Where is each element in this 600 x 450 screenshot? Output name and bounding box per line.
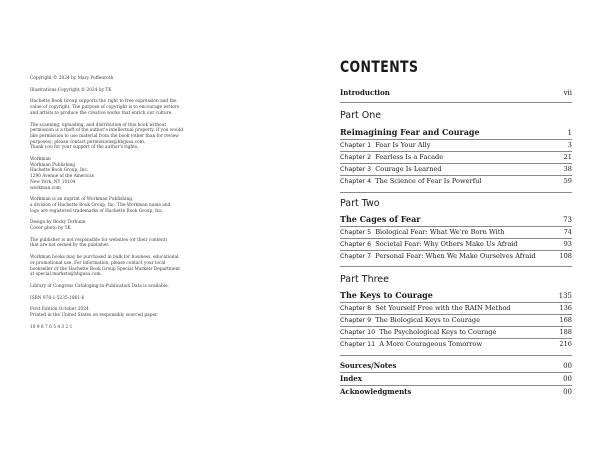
toc-page-number: 59 <box>563 177 572 185</box>
toc-part-one-title <box>340 127 572 137</box>
toc-chapter-title: The Psychological Keys to Courage <box>379 328 497 336</box>
toc-page-number: 74 <box>563 228 572 236</box>
toc-page-number: 00 <box>563 362 572 370</box>
edition-line: First Edition October 2024 Printed in the United States on responsibly sourced paper. <box>30 307 158 319</box>
part-one-label: Part One <box>340 110 382 121</box>
divider <box>340 302 572 303</box>
toc-chapter <box>340 240 572 250</box>
toc-sources-notes <box>340 361 572 371</box>
toc-chapter-number: Chapter 10 <box>340 329 376 336</box>
toc-chapter <box>340 328 572 338</box>
toc-index <box>340 374 572 384</box>
website-disclaimer: The publisher is not responsible for websites (or their content) that are not owned by the publisher. <box>30 237 168 249</box>
toc-chapter-number: Chapter 7 <box>340 253 372 260</box>
copyright-page <box>30 76 300 337</box>
toc-part-title: Reimagining Fear and Courage <box>340 127 480 137</box>
toc-entry-label: Acknowledgments <box>340 387 412 396</box>
divider <box>340 238 572 239</box>
isbn-line: ISBN 978-1-5235-1861-6 <box>30 295 85 301</box>
toc-page-number: 00 <box>563 375 572 383</box>
toc-chapter <box>340 153 572 163</box>
toc-page-number: 136 <box>559 304 572 312</box>
toc-page-number: 38 <box>563 165 572 173</box>
toc-chapter-title: Set Yourself Free with the RAIN Method <box>375 304 511 312</box>
divider <box>340 326 572 327</box>
toc-part-two-title <box>340 214 572 224</box>
toc-chapter <box>340 340 572 350</box>
part-three-label: Part Three <box>340 274 389 285</box>
publisher-address: Workman Workman Publishing Hachette Book Group, Inc. 1290 Avenue of the Americas New York, NY 10104 workman.com <box>30 157 94 191</box>
toc-page-number: 3 <box>567 141 572 149</box>
bulk-sales-paragraph: Workman books may be purchased in bulk for business, educational, or promotional use. For information, please contact your local bookseller or the Hachette Book Group Special Markets Department at special.markets@hbgusa.com. <box>30 255 181 278</box>
toc-chapter <box>340 316 572 326</box>
divider <box>340 175 572 176</box>
printing-line: 10 9 8 7 6 5 4 3 2 1 <box>30 324 73 330</box>
divider <box>340 163 572 164</box>
divider <box>340 192 572 193</box>
toc-chapter-title: A More Courageous Tomorrow <box>379 340 483 348</box>
toc-chapter-number: Chapter 9 <box>340 317 372 324</box>
divider <box>340 355 572 356</box>
divider <box>340 385 572 386</box>
toc-part-title: The Cages of Fear <box>340 214 421 224</box>
toc-introduction <box>340 88 572 98</box>
toc-entry-label: Sources/Notes <box>340 361 397 370</box>
toc-chapter <box>340 252 572 262</box>
divider <box>340 372 572 373</box>
toc-chapter-number: Chapter 3 <box>340 166 372 173</box>
toc-page-number: 108 <box>559 252 572 260</box>
toc-chapter-title: The Biological Keys to Courage <box>375 316 481 324</box>
illustrations-copyright-line: Illustrations Copyright © 2024 by TK <box>30 87 112 93</box>
toc-chapter-number: Chapter 4 <box>340 178 372 185</box>
cip-line: Library of Congress Cataloging-in-Publication Data is available. <box>30 283 169 289</box>
toc-page-number: 1 <box>567 129 572 137</box>
divider <box>340 338 572 339</box>
divider <box>340 151 572 152</box>
copyright-line: Copyright © 2024 by Mary Poffenroth <box>30 76 114 81</box>
design-credits: Design by Becky Terhune Cover photo by TK <box>30 220 86 232</box>
free-expression-paragraph: Hachette Book Group supports the right to free expression and the value of copyright. The purpose of copyright is to encourage writers and artists to produce the creative works that enrich our culture. <box>30 99 180 116</box>
imprint-paragraph: Workman is an imprint of Workman Publishing, a division of Hachette Book Group, Inc. The Workman name and logo are registered trademarks of Hachette Book Group, Inc. <box>30 197 171 214</box>
contents-title: CONTENTS <box>340 57 419 76</box>
toc-page-number: vii <box>563 89 572 97</box>
toc-chapter-number: Chapter 5 <box>340 229 372 236</box>
toc-page-number: 21 <box>563 153 572 161</box>
toc-chapter-title: The Science of Fear Is Powerful <box>375 177 482 185</box>
toc-chapter <box>340 177 572 187</box>
toc-page-number: 73 <box>563 216 572 224</box>
divider <box>340 102 572 103</box>
toc-chapter-title: Societal Fear: Why Others Make Us Afraid <box>375 240 518 248</box>
divider <box>340 139 572 140</box>
toc-chapter-number: Chapter 6 <box>340 241 372 248</box>
toc-chapter-number: Chapter 11 <box>340 341 376 348</box>
toc-page-number: 188 <box>559 328 572 336</box>
toc-part-three-title <box>340 290 572 300</box>
toc-chapter-number: Chapter 2 <box>340 154 372 161</box>
toc-entry-label: Index <box>340 374 362 383</box>
toc-chapter-title: Fearless Is a Facade <box>375 153 444 161</box>
toc-page-number: 93 <box>563 240 572 248</box>
divider <box>340 266 572 267</box>
toc-page-number: 168 <box>559 316 572 324</box>
toc-chapter <box>340 228 572 238</box>
toc-chapter-number: Chapter 1 <box>340 142 372 149</box>
toc-page-number: 00 <box>563 388 572 396</box>
toc-part-title: The Keys to Courage <box>340 290 433 300</box>
permissions-paragraph: The scanning, uploading, and distribution of this book without permission is a theft of the author's intellectual property. If you would like permission to use material from the book (other than for review purposes), please contact permissions@hbgusa.com. Thank you for your support of the author's rights. <box>30 122 183 151</box>
divider <box>340 250 572 251</box>
toc-chapter-title: Personal Fear: When We Make Ourselves Afraid <box>375 252 536 260</box>
divider <box>340 226 572 227</box>
toc-chapter-title: Courage Is Learned <box>375 165 442 173</box>
toc-chapter-title: Fear Is Your Ally <box>375 141 431 149</box>
toc-chapter <box>340 165 572 175</box>
divider <box>340 314 572 315</box>
toc-page-number: 135 <box>558 292 572 300</box>
toc-chapter-title: Biological Fear: What We're Born With <box>375 228 505 236</box>
toc-page-number: 216 <box>559 340 572 348</box>
part-two-label: Part Two <box>340 198 380 209</box>
toc-acknowledgments <box>340 387 572 397</box>
toc-chapter-number: Chapter 8 <box>340 305 372 312</box>
toc-chapter <box>340 141 572 151</box>
toc-entry-label: Introduction <box>340 88 390 97</box>
toc-chapter <box>340 304 572 314</box>
